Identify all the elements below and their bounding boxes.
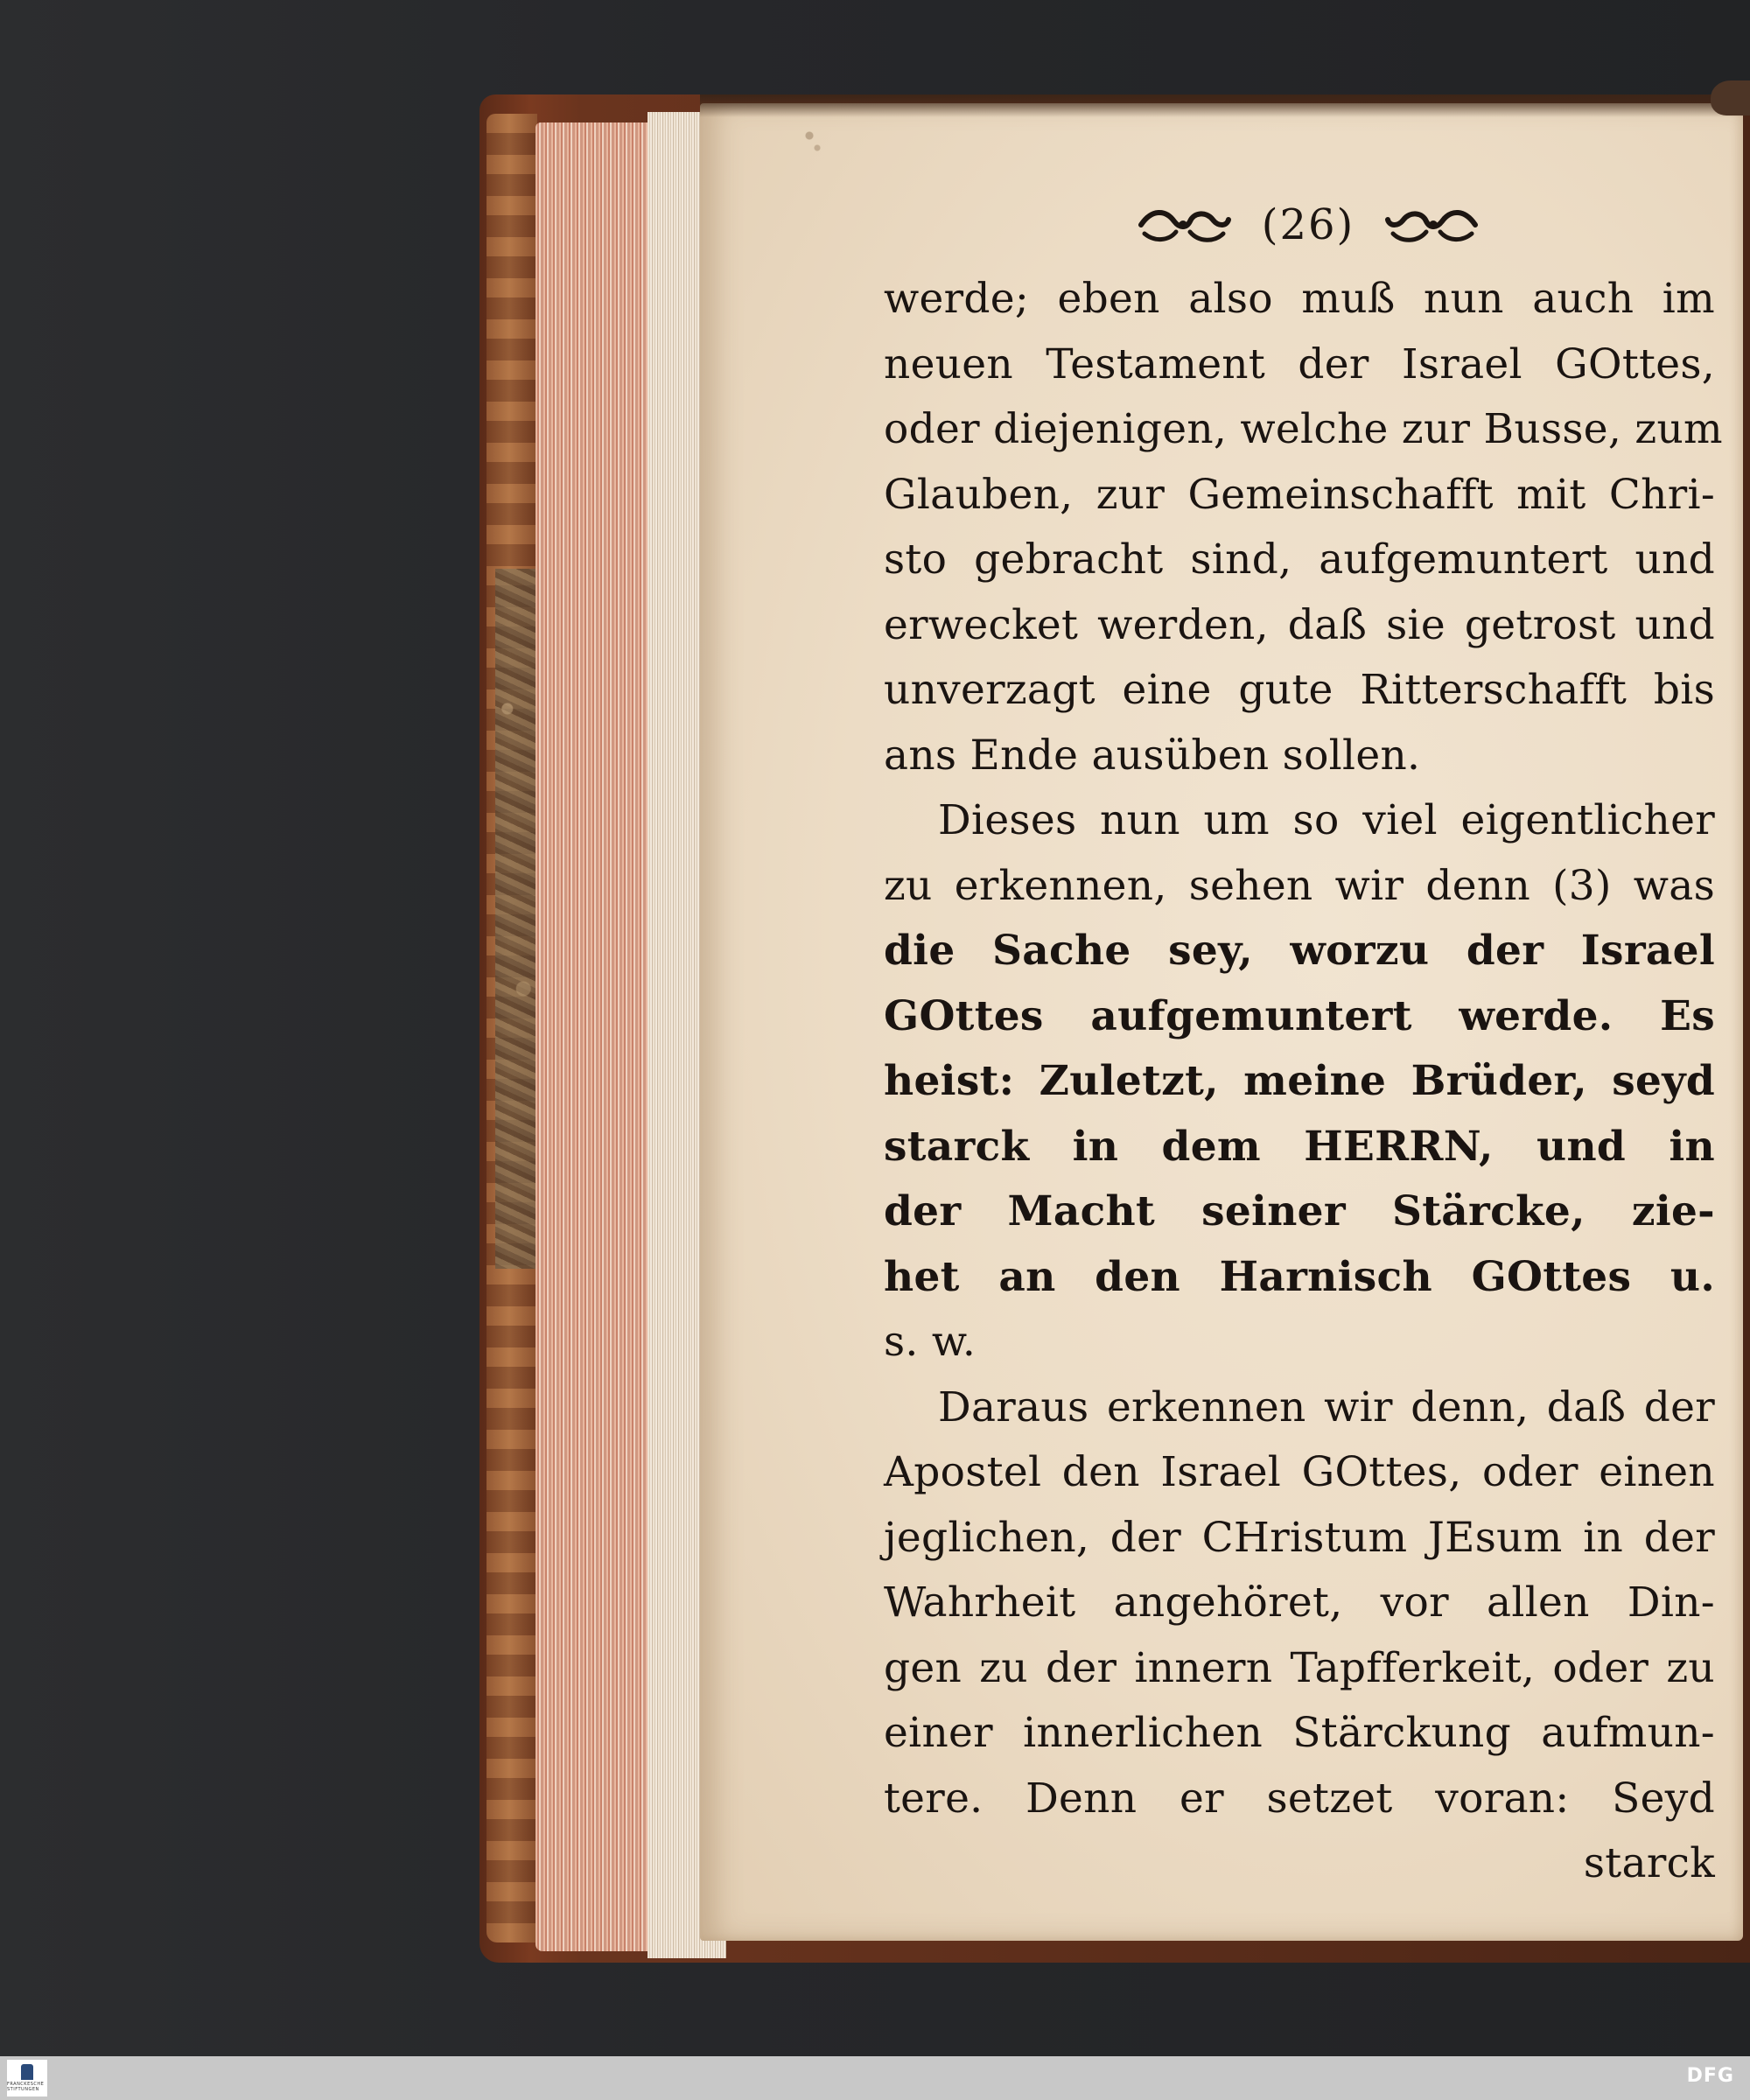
text-line: oder diejenigen, welche zur Busse, zum xyxy=(884,405,1723,453)
text-line: Daraus erkennen wir denn, daß der xyxy=(938,1382,1715,1432)
text-line: einer innerlichen Stärckung aufmun- xyxy=(884,1709,1715,1757)
body-text xyxy=(884,267,1723,1897)
text-line: heist: Zuletzt, meine Brüder, seyd xyxy=(884,1057,1715,1105)
text-line: werde; eben also muß nun auch im xyxy=(884,275,1715,323)
text-line: ans Ende ausüben sollen. xyxy=(884,731,1421,780)
cover-corner xyxy=(1711,80,1750,116)
paragraph-3 xyxy=(884,1376,1715,1832)
text-line: neuen Testament der Israel GOttes, xyxy=(884,340,1715,388)
library-logo-icon xyxy=(7,2060,47,2096)
text-line: s. w. xyxy=(884,1318,976,1366)
text-line: het an den Harnisch GOttes u. xyxy=(884,1252,1715,1301)
page-header xyxy=(1089,194,1527,256)
text-line: starck in dem HERRN, und in xyxy=(884,1122,1715,1171)
text-line: Apostel den Israel GOttes, oder einen xyxy=(884,1448,1715,1496)
text-line: Wahrheit angehöret, vor allen Din- xyxy=(884,1578,1715,1627)
text-line: Dieses nun um so viel eigentlicher xyxy=(938,796,1715,844)
catchword: starck xyxy=(1583,1839,1715,1887)
text-line: sto gebracht sind, aufgemuntert und xyxy=(884,536,1715,584)
marbled-spine-patch xyxy=(495,569,536,1269)
text-line: unverzagt eine gute Ritterschafft bis xyxy=(884,666,1715,714)
fleuron-left-icon xyxy=(1136,204,1232,246)
paper-stain xyxy=(770,105,849,166)
text-line: tere. Denn er setzet voran: Seyd xyxy=(884,1774,1715,1823)
page-number: (26) xyxy=(1261,200,1355,249)
text-line: der Macht seiner Stärcke, zie- xyxy=(884,1187,1715,1236)
dfg-logo: DFG xyxy=(1686,2065,1734,2087)
logo-figure xyxy=(21,2064,33,2080)
text-line: Glauben, zur Gemeinschafft mit Chri- xyxy=(884,470,1715,519)
fleuron-right-icon xyxy=(1384,204,1480,246)
paragraph-2 xyxy=(884,788,1715,1376)
scan-footer-bar xyxy=(0,2056,1750,2100)
text-line: die Sache sey, worzu der Israel xyxy=(884,927,1715,975)
text-line: GOttes aufgemuntert werde. Es xyxy=(884,991,1715,1040)
logo-text: FRANCKESCHE STIFTUNGEN xyxy=(7,2082,45,2092)
text-line: zu erkennen, sehen wir denn (3) was xyxy=(884,861,1715,910)
paragraph-1 xyxy=(884,267,1723,788)
text-line: erwecket werden, daß sie getrost und xyxy=(884,600,1715,649)
text-line: gen zu der innern Tapfferkeit, oder zu xyxy=(884,1643,1715,1692)
page-top-shadow xyxy=(700,94,1750,117)
text-line: jeglichen, der CHristum JEsum in der xyxy=(884,1513,1715,1562)
